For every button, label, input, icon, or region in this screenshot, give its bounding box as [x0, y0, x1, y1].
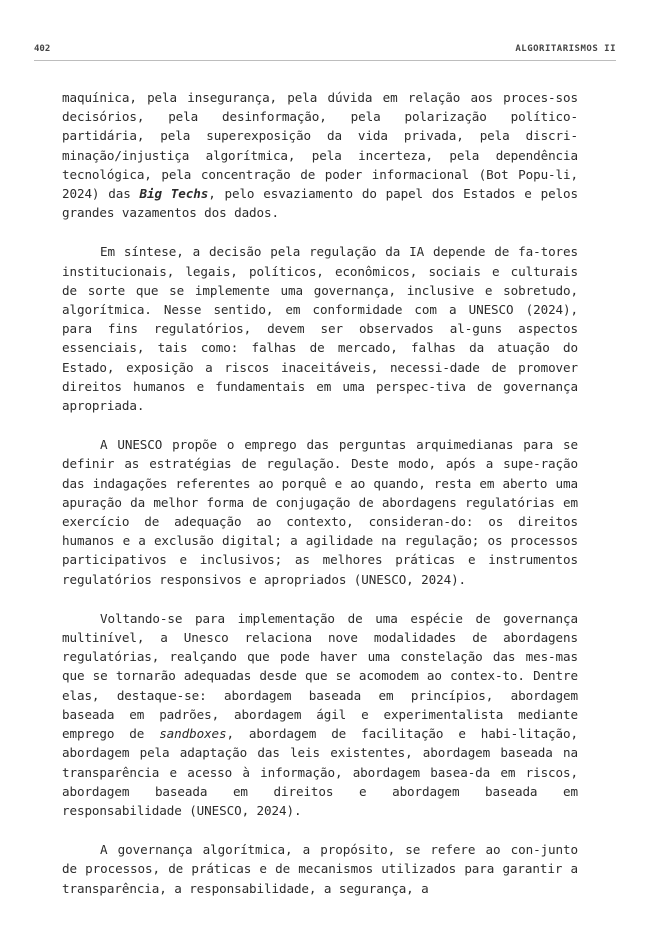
page-number: 402: [34, 44, 51, 54]
text-span: , abordagem de facilitação e habi-litação, abordagem pela adaptação das leis existentes, abordagem baseada na transparência e acesso à informação, abordagem basea-da em riscos, abordagem baseada em direitos e abordagem baseada em responsabilidade (UNESCO, 2024).: [62, 726, 578, 818]
paragraph-2: [62, 242, 578, 415]
emphasis-big-techs: Big Techs: [139, 186, 209, 202]
emphasis-sandboxes: sandboxes: [159, 726, 227, 742]
running-title: ALGORITARISMOS II: [515, 44, 616, 54]
paragraph-5: [62, 840, 578, 898]
body-text: [62, 88, 578, 918]
paragraph-3: [62, 435, 578, 589]
text-span: , pelo esvaziamento do papel dos Estados e pelos grandes vazamentos dos dados.: [62, 186, 579, 221]
running-header: [34, 40, 616, 61]
paragraph-1: [62, 88, 578, 222]
text-span: Em síntese, a decisão pela regulação da IA depende de fa-tores institucionais, legais, políticos, econômicos, sociais e culturais de sorte que se implemente uma governança, inclusive e sobretudo, algorítmica. Nesse sentido, em conformidade com a UNESCO (2024), para fins regulatórios, devem ser observados al-guns aspectos essenciais, tais como: falhas de mercado, falhas da atuação do Estado, exposição a riscos inaceitáveis, necessi-dade de promover direitos humanos e fundamentais em uma perspec-tiva de governança apropriada.: [62, 244, 578, 414]
paragraph-4: [62, 609, 578, 820]
text-span: A governança algorítmica, a propósito, se refere ao con-junto de processos, de práticas e de mecanismos utilizados para garantir a transparência, a responsabilidade, a segurança, a: [62, 842, 578, 896]
text-span: A UNESCO propõe o emprego das perguntas arquimedianas para se definir as estratégias de regulação. Deste modo, após a supe-ração das indagações referentes ao porquê e ao quando, resta em aberto uma apuração da melhor forma de conjugação de abordagens regulatórias em exercício de adequação ao contexto, consideran-do: os direitos humanos e a exclusão digital; a agilidade na regulação; os processos participativos e inclusivos; as melhores práticas e instrumentos regulatórios responsivos e apropriados (UNESCO, 2024).: [62, 437, 578, 587]
text-span: Voltando-se para implementação de uma espécie de governança multinível, a Unesco relaciona nove modalidades de abordagens regulatórias, realçando que pode haver uma constelação das mes-mas que se tornarão adequadas desde que se acomodem ao contex-to. Dentre elas, destaque-se: abordagem baseada em princípios, abordagem baseada em padrões, abordagem ágil e experimentalista mediante emprego de: [62, 610, 578, 742]
text-span: maquínica, pela insegurança, pela dúvida em relação aos proces-sos decisórios, pela desinformação, pela polarização político-partidária, pela superexposição da vida privada, pela discri-minação/injustiça algorítmica, pela incerteza, pela dependência tecnológica, pela concentração de poder informacional (Bot Popu-li, 2024) das: [62, 90, 578, 202]
